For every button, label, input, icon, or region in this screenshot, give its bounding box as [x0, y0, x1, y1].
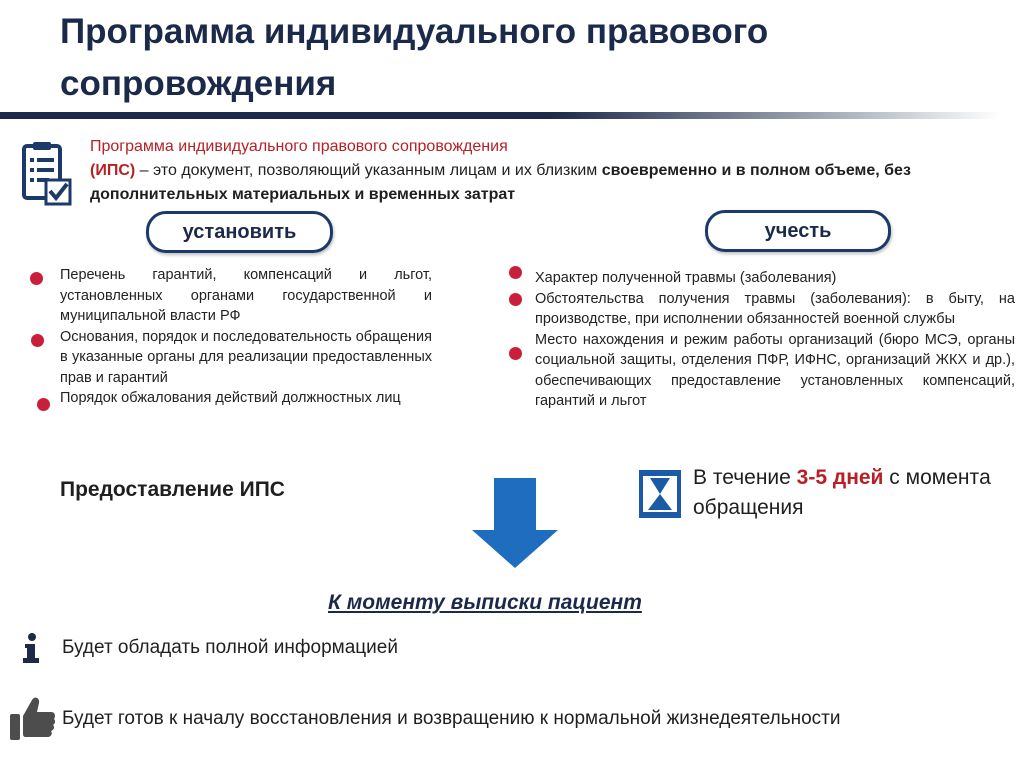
list-item: Основания, порядок и последовательность обращения в указанные органы для реализации предоставленных прав и гарантий	[60, 328, 433, 386]
bullet-icon	[37, 398, 50, 411]
checklist-icon	[20, 140, 72, 206]
discharge-heading: К моменту выписки пациент	[328, 591, 642, 614]
intro-paragraph	[90, 135, 1015, 207]
outcome-ready: Будет готов к началу восстановления и возвращению к нормальной жизнедеятельности	[62, 708, 841, 729]
thumbs-up-icon	[10, 694, 56, 742]
hourglass-icon	[639, 470, 681, 518]
bullet-icon	[509, 347, 522, 360]
bullet-icon	[509, 293, 522, 306]
consider-pill: учесть	[705, 210, 891, 252]
bullet-icon	[509, 266, 522, 279]
list-item: Порядок обжалования действий должностных лиц	[60, 390, 401, 406]
outcome-info: Будет обладать полной информацией	[62, 637, 398, 658]
list-item: Обстоятельства получения травмы (заболевания): в быту, на производстве, при исполнении обязанностей военной службы	[535, 290, 1015, 327]
list-item: Место нахождения и режим работы организаций (бюро МСЭ, органы социальной защиты, отделения ПФР, ИФНС, организаций ЖКХ и др.), обеспечивающих предоставление установленных компенсаций, гарантий и льгот	[535, 331, 1015, 409]
bullet-icon	[31, 334, 44, 347]
consider-list	[535, 268, 1015, 412]
timing-after: с моментa обращения	[693, 466, 991, 519]
list-item: Перечень гарантий, компенсаций и льгот, установленных органами государственной и муниципальной власти РФ	[60, 267, 432, 324]
intro-heading: Программа индивидуального правового сопровождения	[90, 138, 508, 155]
provide-label: Предоставление ИПС	[60, 478, 285, 501]
intro-bold-text: своевременно и в полном объеме, без дополнительных материальных и временных затрат	[90, 162, 911, 203]
arrow-down-icon	[472, 478, 558, 568]
page-title-line-1: Программа индивидуального правового	[60, 12, 769, 51]
intro-text: – это документ, позволяющий указанным лицам и их близким	[135, 162, 602, 179]
timing-days: 3-5 дней	[796, 466, 884, 489]
establish-list	[60, 265, 432, 409]
intro-abbr: (ИПС)	[90, 162, 136, 179]
title-divider	[0, 112, 1000, 119]
page-title-line-2: сопровождения	[60, 64, 337, 103]
establish-pill: установить	[146, 211, 333, 253]
timing-before: В течение	[693, 466, 797, 489]
info-icon	[22, 633, 40, 663]
list-item: Характер полученной травмы (заболевания)	[535, 270, 837, 286]
timing-text	[693, 463, 1013, 523]
page-title	[60, 6, 960, 110]
bullet-icon	[30, 272, 43, 285]
